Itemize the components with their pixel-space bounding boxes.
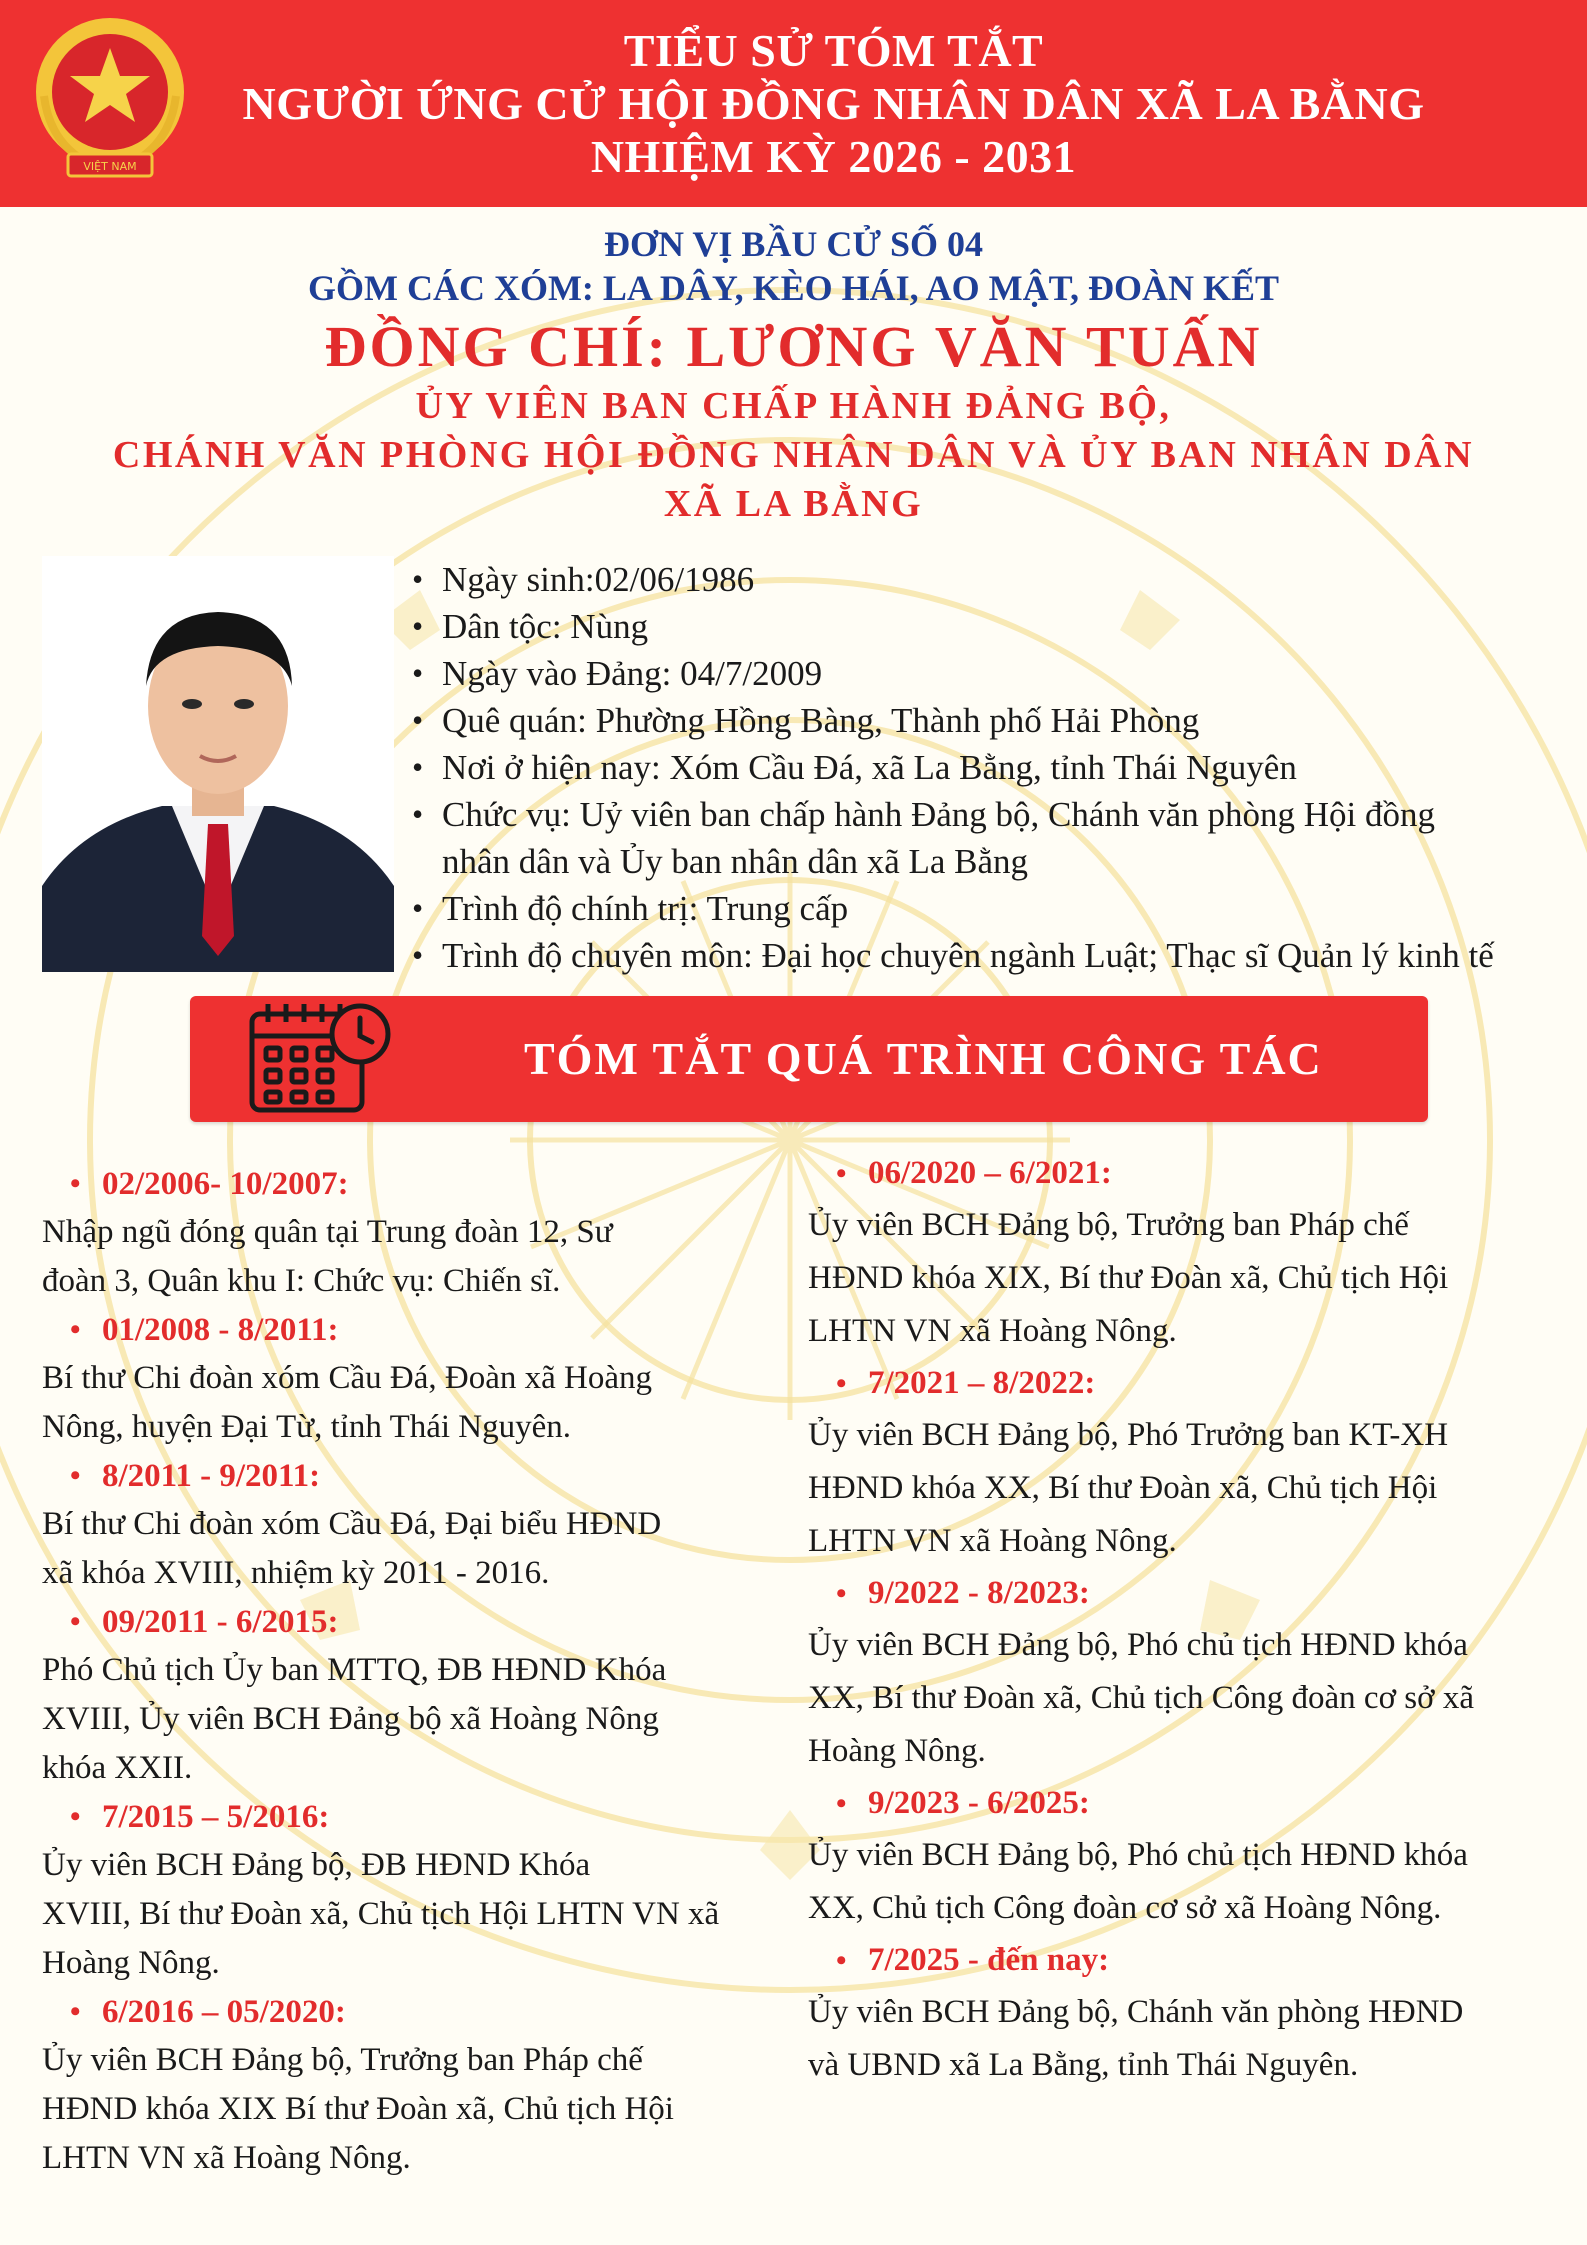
timeline-text: Ủy viên BCH Đảng bộ, Trưởng ban Pháp chế HĐND khóa XIX Bí thư Đoàn xã, Chủ tịch Hội LHTN VN xã Hoàng Nông. <box>42 2042 674 2176</box>
timeline-date: • 01/2008 - 8/2011: <box>42 1306 782 1354</box>
timeline-date: • 7/2025 - đến nay: <box>808 1935 1578 1986</box>
timeline-entry <box>808 1935 1578 2092</box>
timeline-entry <box>42 1598 782 1793</box>
electoral-unit: ĐƠN VỊ BẦU CỬ SỐ 04 <box>603 224 984 264</box>
timeline-date: • 7/2015 – 5/2016: <box>42 1793 782 1841</box>
timeline-text: Nhập ngũ đóng quân tại Trung đoàn 12, Sư đoàn 3, Quân khu I: Chức vụ: Chiến sĩ. <box>42 1214 613 1299</box>
candidate-portrait <box>42 556 394 972</box>
timeline-entry <box>42 1793 782 1988</box>
timeline-entry <box>42 1160 782 1306</box>
timeline-date: • 9/2022 - 8/2023: <box>808 1568 1578 1619</box>
header-title-line-1: TIỂU SỬ TÓM TẮT <box>623 25 1044 76</box>
info-item-political-level: • Trình độ chính trị: Trung cấp <box>408 885 1578 932</box>
info-item-position: • Chức vụ: Uỷ viên ban chấp hành Đảng bộ, Chánh văn phòng Hội đồng nhân dân và Ủy ban nhân dân xã La Bằng <box>408 791 1578 885</box>
info-item-birth-date: • Ngày sinh:02/06/1986 <box>408 556 1578 603</box>
timeline-entry <box>808 1148 1578 1358</box>
national-emblem-icon <box>30 14 190 184</box>
electoral-unit-hamlets: GỒM CÁC XÓM: LA DÂY, KÈO HÁI, AO MẬT, ĐOÀN KẾT <box>307 268 1280 308</box>
personal-info-list <box>408 556 1578 979</box>
info-item-professional-level: • Trình độ chuyên môn: Đại học chuyên ngành Luật; Thạc sĩ Quản lý kinh tế <box>408 932 1578 979</box>
timeline-entry <box>808 1778 1578 1935</box>
timeline-date: • 9/2023 - 6/2025: <box>808 1778 1578 1829</box>
timeline-text: Bí thư Chi đoàn xóm Cầu Đá, Đại biểu HĐND xã khóa XVIII, nhiệm kỳ 2011 - 2016. <box>42 1506 662 1591</box>
timeline-text: Ủy viên BCH Đảng bộ, Phó chủ tịch HĐND khóa XX, Bí thư Đoàn xã, Chủ tịch Công đoàn cơ sở xã Hoàng Nông. <box>808 1627 1474 1769</box>
work-history-title: TÓM TẮT QUÁ TRÌNH CÔNG TÁC <box>524 1033 1323 1084</box>
timeline-text: Ủy viên BCH Đảng bộ, Chánh văn phòng HĐND và UBND xã La Bằng, tỉnh Thái Nguyên. <box>808 1994 1464 2083</box>
header-title-line-3: NHIỆM KỲ 2026 - 2031 <box>590 131 1077 182</box>
candidate-role-line-2: CHÁNH VĂN PHÒNG HỘI ĐỒNG NHÂN DÂN VÀ ỦY BAN NHÂN DÂN <box>112 434 1475 476</box>
timeline-right-column <box>808 1148 1578 2092</box>
emblem-text: VIỆT NAM <box>83 160 137 173</box>
info-item-hometown: • Quê quán: Phường Hồng Bàng, Thành phố Hải Phòng <box>408 697 1578 744</box>
timeline-date: • 02/2006- 10/2007: <box>42 1160 782 1208</box>
timeline-date: • 7/2021 – 8/2022: <box>808 1358 1578 1409</box>
timeline-text: Ủy viên BCH Đảng bộ, Phó Trưởng ban KT-XH HĐND khóa XX, Bí thư Đoàn xã, Chủ tịch Hội LHTN VN xã Hoàng Nông. <box>808 1417 1449 1559</box>
timeline-date: • 8/2011 - 9/2011: <box>42 1452 782 1500</box>
header-titles <box>190 24 1477 183</box>
timeline-entry <box>42 1988 782 2183</box>
candidate-heading <box>0 222 1587 529</box>
candidate-role-line-3: XÃ LA BẰNG <box>663 483 924 525</box>
info-item-party-join-date: • Ngày vào Đảng: 04/7/2009 <box>408 650 1578 697</box>
calendar-clock-icon <box>246 996 396 1118</box>
work-history-banner <box>190 996 1428 1122</box>
timeline-date: • 09/2011 - 6/2015: <box>42 1598 782 1646</box>
candidate-role-line-1: ỦY VIÊN BAN CHẤP HÀNH ĐẢNG BỘ, <box>415 385 1172 427</box>
timeline-entry <box>42 1452 782 1598</box>
timeline-entry <box>808 1568 1578 1778</box>
timeline-entry <box>808 1358 1578 1568</box>
timeline-text: Phó Chủ tịch Ủy ban MTTQ, ĐB HĐND Khóa XVIII, Ủy viên BCH Đảng bộ xã Hoàng Nông khóa XXII. <box>42 1652 667 1786</box>
header-title-line-2: NGƯỜI ỨNG CỬ HỘI ĐỒNG NHÂN DÂN XÃ LA BẰNG <box>242 78 1425 129</box>
candidate-name: ĐỒNG CHÍ: LƯƠNG VĂN TUẤN <box>324 314 1263 379</box>
header-bar <box>0 0 1587 207</box>
timeline-date: • 6/2016 – 05/2020: <box>42 1988 782 2036</box>
info-item-ethnicity: • Dân tộc: Nùng <box>408 603 1578 650</box>
timeline-text: Ủy viên BCH Đảng bộ, Phó chủ tịch HĐND khóa XX, Chủ tịch Công đoàn cơ sở xã Hoàng Nông. <box>808 1837 1468 1926</box>
timeline-text: Ủy viên BCH Đảng bộ, ĐB HĐND Khóa XVIII, Bí thư Đoàn xã, Chủ tịch Hội LHTN VN xã Hoàng Nông. <box>42 1847 720 1981</box>
timeline-text: Bí thư Chi đoàn xóm Cầu Đá, Đoàn xã Hoàng Nông, huyện Đại Từ, tỉnh Thái Nguyên. <box>42 1360 652 1445</box>
timeline-text: Ủy viên BCH Đảng bộ, Trưởng ban Pháp chế HĐND khóa XIX, Bí thư Đoàn xã, Chủ tịch Hội LHTN VN xã Hoàng Nông. <box>808 1207 1449 1349</box>
timeline-entry <box>42 1306 782 1452</box>
timeline-date: • 06/2020 – 6/2021: <box>808 1148 1578 1199</box>
info-item-residence: • Nơi ở hiện nay: Xóm Cầu Đá, xã La Bằng, tỉnh Thái Nguyên <box>408 744 1578 791</box>
timeline-left-column <box>42 1160 782 2183</box>
